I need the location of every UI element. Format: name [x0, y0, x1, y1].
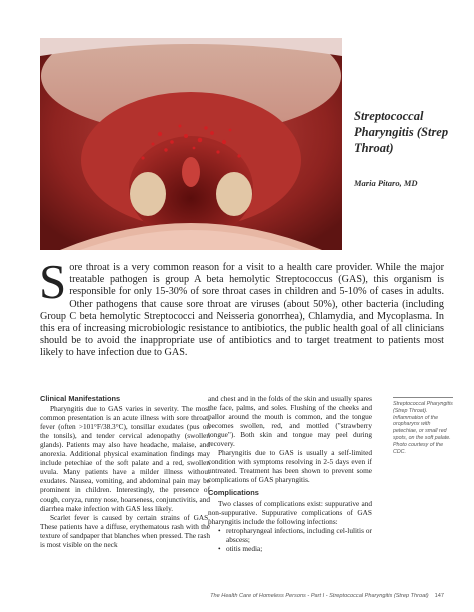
column-right	[208, 394, 372, 553]
column-left	[40, 394, 210, 549]
intro-paragraph	[39, 254, 444, 360]
article-author: Maria Pitaro, MD	[354, 178, 418, 188]
drop-cap: S	[39, 254, 67, 309]
section-heading-clinical: Clinical Manifestations	[40, 394, 121, 403]
list-item: • otitis media;	[218, 544, 372, 553]
paragraph: Two classes of complications exist: suppurative and non-suppurative. Suppurative complications of GAS pharyngitis include the following infections:	[208, 498, 372, 526]
photo-caption: Streptococcal Pharyngitis (Strep Throat). Inflammation of the oropharynx with petechiae, or small red spots, on the soft palate. Photo courtesy of the CDC.	[393, 397, 453, 455]
page-footer	[0, 593, 444, 599]
paragraph: Pharyngitis due to GAS varies in severity. The most common presentation is an acute illness with sore throat, fever (often >101°F/38.3°C), tonsillar exudates (pus on the tonsils), and tender cervical adenopathy (swollen glands). Patients may also have headache, malaise, and anorexia. Additional physical examination findings may include petechiae of the soft palate and a red, swollen uvula. Many patients have a milder illness without exudates. Nausea, vomiting, and abdominal pain may be prominent in children. Interestingly, the presence of cough, coryza, runny nose, hoarseness, conjunctivitis, and diarrhea make infection with GAS less likely.	[40, 404, 210, 513]
paragraph: Pharyngitis due to GAS is usually a self-limited condition with symptoms resolving in 2-5 days even if untreated. Treatment has been shown to prevent some complications of GAS pharyngitis.	[208, 448, 372, 485]
paragraph: and chest and in the folds of the skin and usually spares the face, palms, and soles. Flushing of the cheeks and pallor around the mouth is common, and the tongue becomes swollen, red, and mottled ("strawberry tongue"). Both skin and tongue may peel during recovery.	[208, 394, 372, 449]
list-item: • retropharyngeal infections, including cel-lulitis or abscess;	[218, 526, 372, 544]
section-heading-complications: Complications	[208, 488, 259, 498]
paragraph: Scarlet fever is caused by certain strains of GAS. These patients have a diffuse, erythematous rash with the texture of sandpaper that blanches when pressed. The rash is most visible on the neck	[40, 512, 210, 549]
article-title: Streptococcal Pharyngitis (Strep Throat)	[354, 109, 449, 155]
intro-text: ore throat is a very common reason for a visit to a health care provider. While the major treatable pathogen is group A beta hemolytic Streptococcus (GAS), this organism is responsible for only 15-30% of sore throat cases in children and 5-10% of cases in adults. Other pathogens that cause sore throat are viruses (about 50%), other bacteria (including Group C beta hemolytic Streptococci and Neisseria gonorrhea), Chlamydia, and Mycoplasma. In this era of increasing microbiologic resistance to antibiotics, the public health goal of all clinicians should be to avoid the inappropriate use of antibiotics and to target treatment to patients most likely to have infection due to GAS.	[40, 262, 444, 359]
footer-text: The Health Care of Homeless Persons - Part I - Streptococcal Pharyngitis (Strep Throat)	[210, 593, 429, 599]
complications-list	[208, 526, 372, 553]
throat-photo	[40, 38, 342, 250]
page-number: 147	[434, 593, 444, 599]
